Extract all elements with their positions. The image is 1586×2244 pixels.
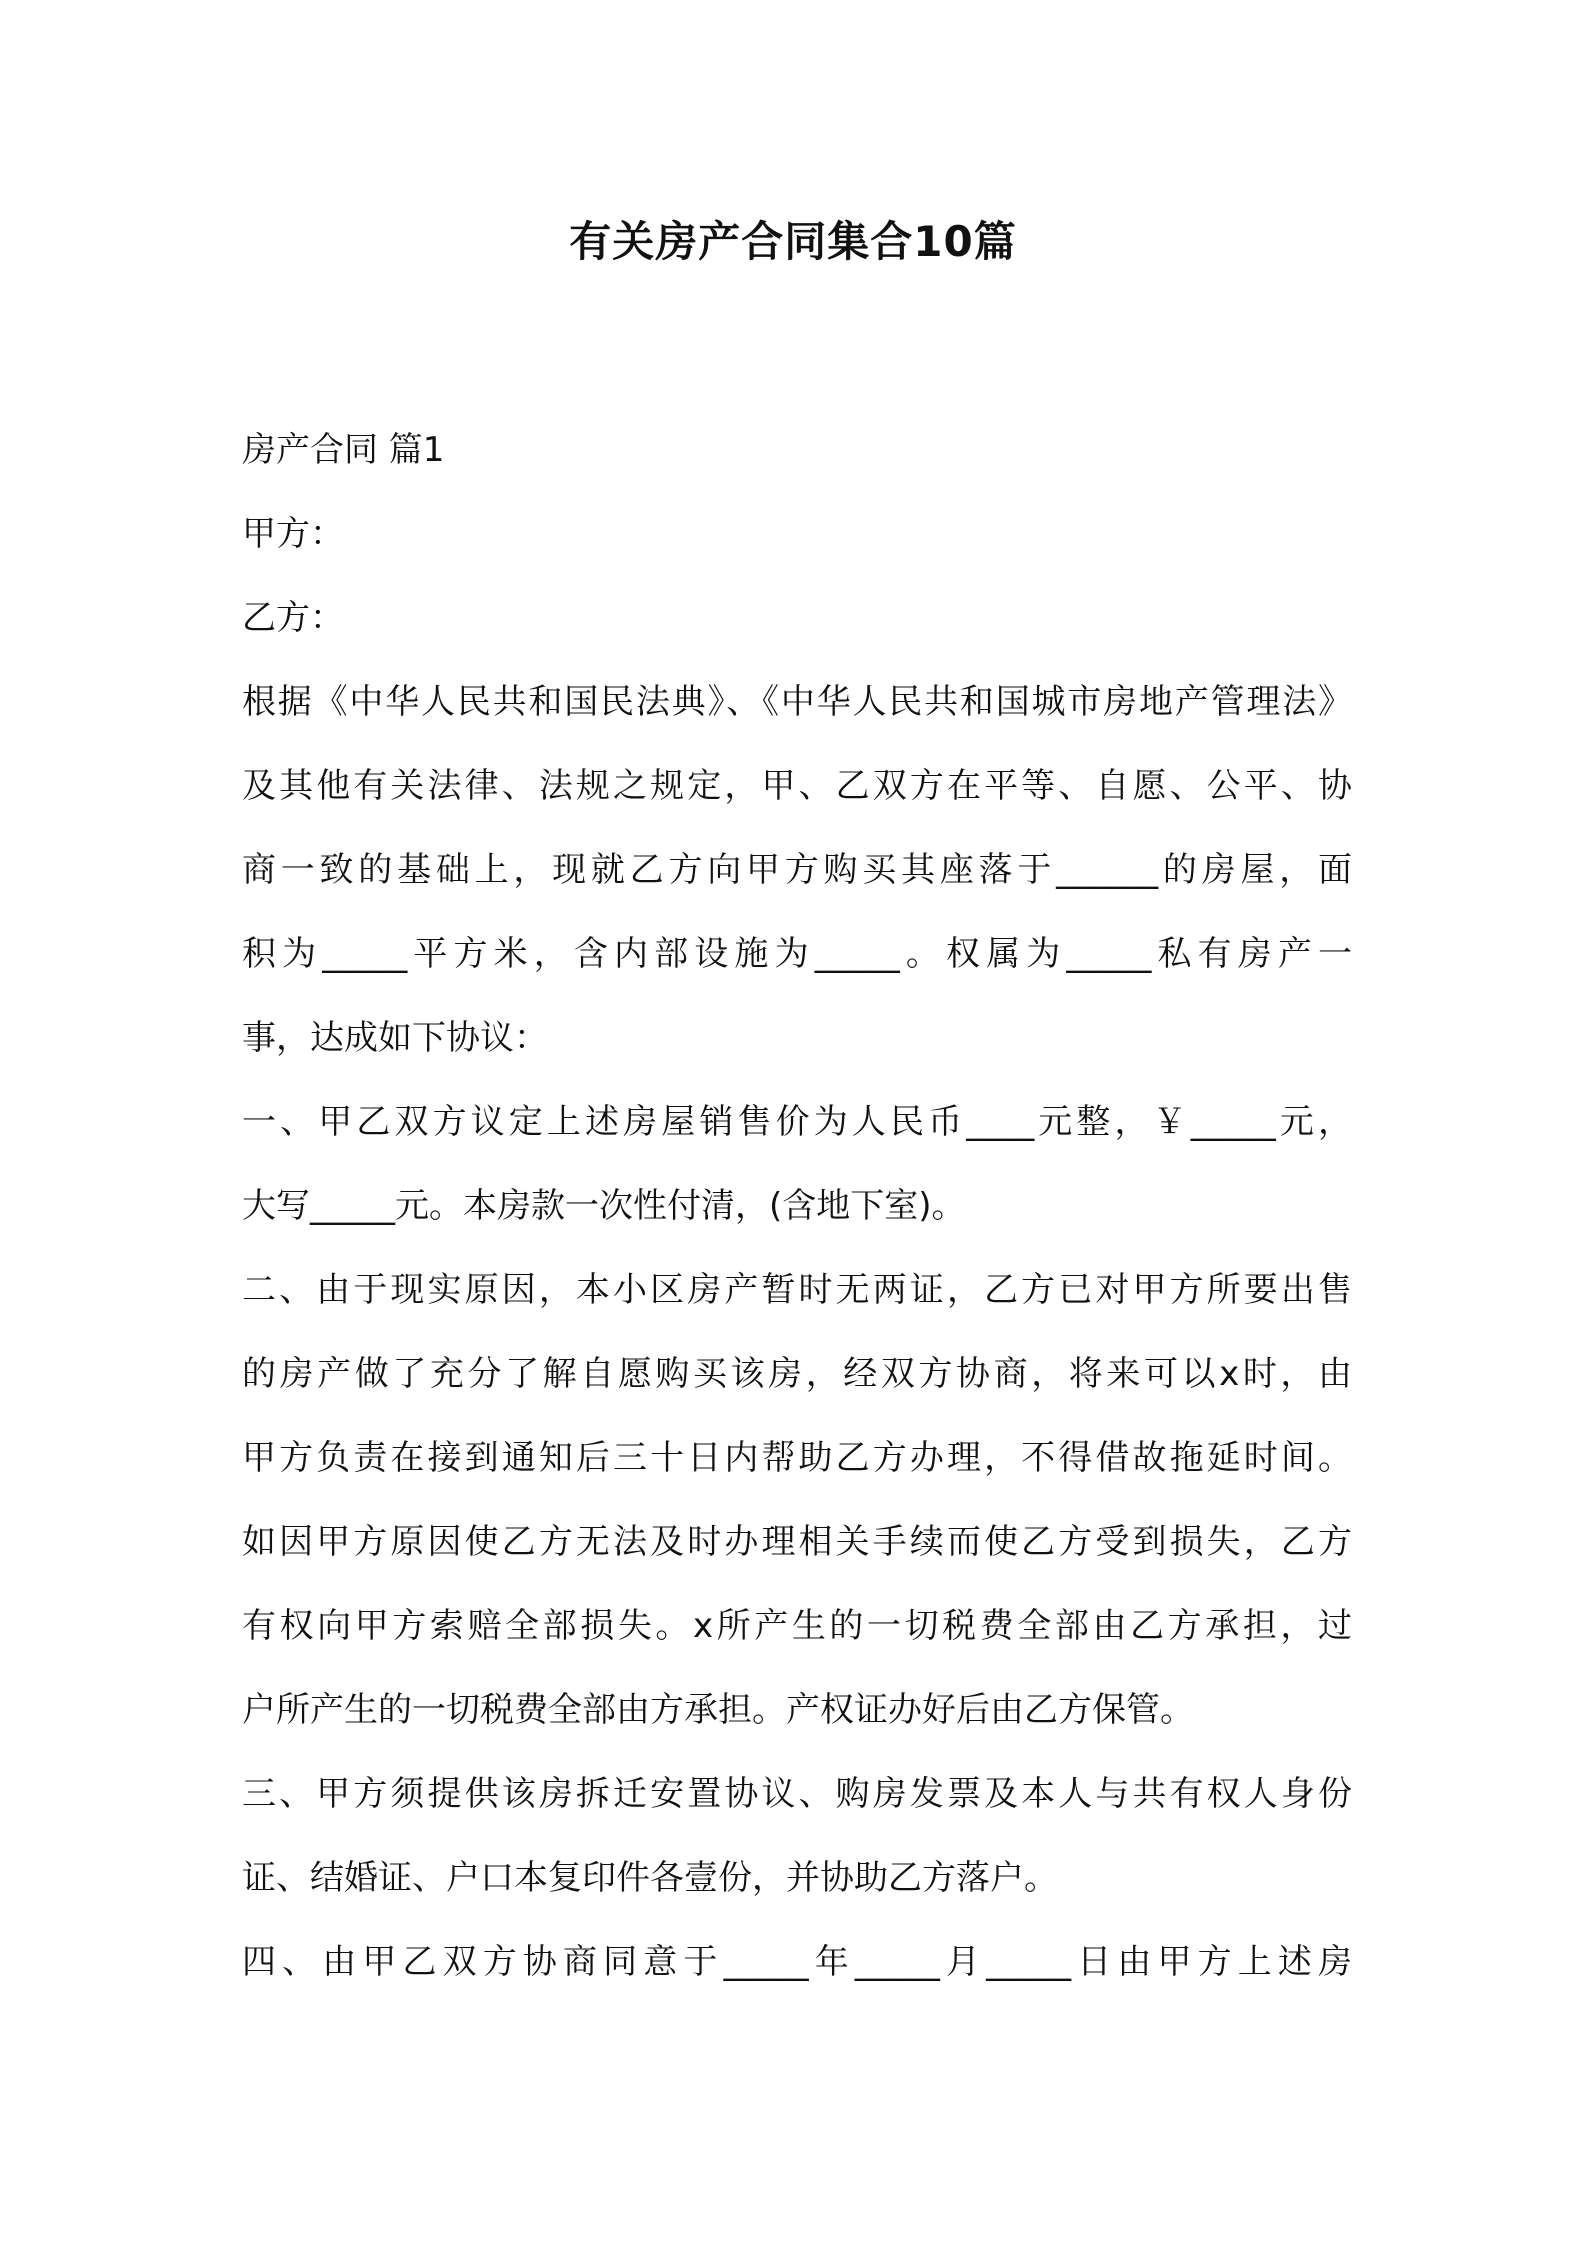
paragraph-line: 及其他有关法律、法规之规定，甲、乙双方在平等、自愿、公平、协 [242, 766, 1352, 806]
clause-4-line: 四、由甲乙双方协商同意于_____年_____月_____日由甲方上述房 [242, 1942, 1352, 1982]
clause-2-line: 户所产生的一切税费全部由方承担。产权证办好后由乙方保管。 [242, 1690, 1194, 1730]
clause-2-line: 甲方负责在接到通知后三十日内帮助乙方办理，不得借故拖延时间。 [242, 1438, 1352, 1478]
clause-3-line: 三、甲方须提供该房拆迁安置协议、购房发票及本人与共有权人身份 [242, 1774, 1352, 1814]
clause-2-line: 的房产做了充分了解自愿购买该房，经双方协商，将来可以x时，由 [242, 1354, 1352, 1394]
party-a-line: 甲方： [242, 514, 344, 554]
paragraph-line: 商一致的基础上，现就乙方向甲方购买其座落于______的房屋，面 [242, 850, 1352, 890]
clause-3-line: 证、结婚证、户口本复印件各壹份，并协助乙方落户。 [242, 1858, 1058, 1898]
section-heading: 房产合同 篇1 [242, 430, 445, 470]
document-title: 有关房产合同集合10篇 [569, 217, 1017, 266]
clause-2-line: 有权向甲方索赔全部损失。x所产生的一切税费全部由乙方承担，过 [242, 1606, 1352, 1646]
clause-2-line: 二、由于现实原因，本小区房产暂时无两证，乙方已对甲方所要出售 [242, 1270, 1352, 1310]
paragraph-line: 事，达成如下协议： [242, 1018, 548, 1058]
document-body [242, 408, 1352, 2004]
clause-1-line: 一、甲乙双方议定上述房屋销售价为人民币____元整，￥_____元， [242, 1102, 1352, 1142]
party-b-line: 乙方： [242, 598, 344, 638]
paragraph-line: 根据《中华人民共和国民法典》、《中华人民共和国城市房地产管理法》 [242, 682, 1352, 722]
clause-1-line: 大写_____元。本房款一次性付清，(含地下室)。 [242, 1186, 966, 1226]
clause-2-line: 如因甲方原因使乙方无法及时办理相关手续而使乙方受到损失，乙方 [242, 1522, 1352, 1562]
paragraph-line: 积为_____平方米，含内部设施为_____。权属为_____私有房产一 [242, 934, 1352, 974]
